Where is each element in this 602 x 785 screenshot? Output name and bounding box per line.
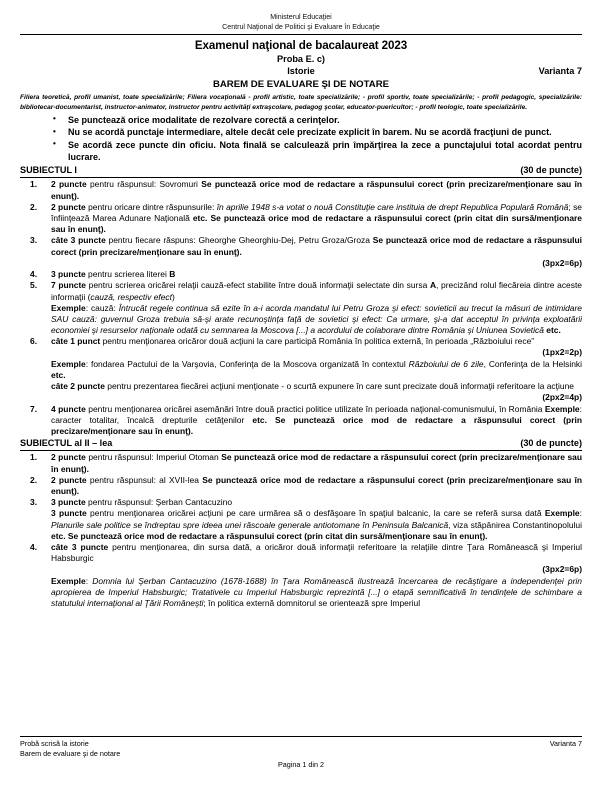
item-text: pentru răspunsul: Şerban Cantacuzino bbox=[85, 497, 233, 508]
footer-second-row bbox=[20, 749, 582, 759]
item-number: 3. bbox=[30, 497, 38, 508]
item-text: pentru menţionarea oricărei acţiuni pe care urmărea să o desfăşoare în spaţiul balcanic, la care se referă sursa dată bbox=[86, 508, 545, 519]
item-number: 7. bbox=[30, 403, 38, 414]
item-text: ; în politica externă domnitorul se orientează spre Imperiul bbox=[203, 598, 421, 609]
subject-name: Istorie bbox=[287, 66, 315, 77]
example-quote: sovieticii au trecut la măsuri de intimidare bbox=[424, 302, 582, 313]
barem-title: BAREM DE EVALUARE ŞI DE NOTARE bbox=[212, 78, 390, 90]
item-points-lead: 4 puncte bbox=[51, 403, 86, 414]
section-points: (30 de puncte) bbox=[520, 438, 582, 449]
item-text: pentru menţionarea oricărei asemănări între două practici politice utilizate în perioada naţional-comunismului, în România bbox=[85, 403, 545, 414]
ministry-line: Ministerul Educaţiei bbox=[270, 13, 332, 21]
item-body bbox=[51, 475, 582, 497]
section-title: SUBIECTUL al II – lea bbox=[20, 438, 113, 449]
subiectul-1-items bbox=[20, 179, 582, 437]
item-number: 4. bbox=[30, 541, 38, 552]
item-points-lead: 2 puncte bbox=[51, 179, 87, 190]
item-body bbox=[51, 452, 582, 474]
item-text: şi efect: bbox=[389, 302, 425, 313]
list-item bbox=[20, 202, 582, 236]
proba-label: Proba E. c) bbox=[277, 53, 325, 64]
list-item bbox=[20, 235, 582, 269]
masthead bbox=[20, 12, 582, 33]
section-header-subiectul-1 bbox=[20, 165, 582, 178]
item-body bbox=[51, 280, 582, 302]
example-quote: Întrucât regele continua să ezite în a-i acorda mandatul lui Petru Groza bbox=[118, 302, 390, 313]
source-letter: A bbox=[429, 280, 437, 291]
list-item bbox=[20, 269, 582, 280]
item-bold-note: etc. bbox=[51, 370, 66, 381]
item-body-secondary bbox=[51, 381, 582, 404]
item-text: şi efect: bbox=[348, 313, 387, 324]
item-example bbox=[51, 359, 582, 381]
item-number: 2. bbox=[30, 201, 38, 212]
footer-divider bbox=[20, 736, 582, 737]
page-footer bbox=[20, 736, 582, 771]
example-quote: Ca urmare, şi-a dat acceptul în privinţa exploatării economiei şi resurselor naţionale odată cu semnarea la Moscova [...] a acordului de colaborare dintre România şi Uniunea Sovietică bbox=[51, 313, 582, 336]
example-quote: guvernul Groza trebuia să-şi arate recunoştinţa faţă de sovietici bbox=[100, 313, 349, 324]
item-body bbox=[51, 336, 582, 359]
grading-rule: • Se punctează orice modalitate de rezolvare corectă a cerinţelor. bbox=[20, 115, 582, 127]
item-points-lead: 2 puncte bbox=[51, 474, 87, 485]
footer-page-number: Pagina 1 din 2 bbox=[278, 760, 324, 770]
item-bold-note: etc. Se punctează orice mod de redactare a răspunsului corect (prin citat din sursă/menţionare sau în enunţ). bbox=[51, 213, 582, 235]
item-example bbox=[51, 303, 582, 337]
example-label: Exemple bbox=[51, 575, 86, 586]
item-number: 4. bbox=[30, 269, 38, 280]
item-points-value: (1px2=2p) bbox=[542, 347, 582, 358]
example-label: Exemple bbox=[544, 508, 580, 519]
masthead-divider bbox=[20, 34, 582, 35]
item-points-lead: câte 3 puncte bbox=[51, 235, 106, 246]
item-points-value: (2px2=4p) bbox=[542, 392, 582, 403]
example-label: Exemple bbox=[51, 302, 86, 313]
item-points-value: (3px2=6p) bbox=[542, 257, 582, 268]
item-text: pentru scrierea oricărei relaţii cauză-efect stabilite între două informaţii selectate din sursa bbox=[86, 280, 430, 291]
item-number: 2. bbox=[30, 474, 38, 485]
item-example bbox=[51, 576, 582, 610]
list-item bbox=[20, 280, 582, 336]
item-text: ) bbox=[172, 291, 175, 302]
footer-exam-label: Probă scrisă la istorie bbox=[20, 739, 89, 749]
item-body bbox=[51, 202, 582, 236]
footer-variant: Varianta 7 bbox=[549, 739, 582, 749]
item-points-lead: câte 2 puncte bbox=[51, 381, 105, 392]
item-points-lead: 2 puncte bbox=[51, 452, 86, 463]
item-text: , Conferinţa de la Helsinki bbox=[483, 358, 582, 369]
item-points-lead: câte 1 punct bbox=[51, 336, 101, 347]
exam-title: Examenul naţional de bacalaureat 2023 bbox=[194, 38, 408, 52]
item-text: : fondarea Pactului de la Varşovia, Conferinţa de la Moscova organizată în contextul bbox=[85, 358, 409, 369]
item-body-secondary bbox=[51, 508, 582, 542]
list-item bbox=[20, 475, 582, 497]
item-text: pentru răspunsul: Sovromuri bbox=[86, 179, 202, 190]
variant-label: Varianta 7 bbox=[538, 66, 582, 77]
item-text: pentru oricare dintre răspunsurile: bbox=[85, 201, 217, 212]
example-quote: Planurile sale politice se îndreptau spre ideea unei răscoale generale antiotomane în Peninsula Balcanică bbox=[51, 519, 449, 530]
item-points-lead: 3 puncte bbox=[51, 508, 87, 519]
list-item bbox=[20, 542, 582, 609]
filiera-description: Filiera teoretică, profil umanist, toate specializările; Filiera vocaţională - profil artistic, toate specializările; - profil sportiv, toate specializările; - profil pedagogic, specializările: bibliotecar-documentarist, instructor-animator, instructor pentru activităţi extraşcolare, pedagog şcolar, educator-puericultor; - profil teologic, toate specializările. bbox=[20, 94, 582, 111]
grading-rules-list bbox=[20, 115, 582, 164]
item-bold-note: etc. Se punctează orice mod de redactare a răspunsului corect (prin citat din sursă/menţionare sau în enunţ). bbox=[51, 530, 488, 541]
list-item bbox=[20, 179, 582, 201]
example-quote: Domnia lui Şerban Cantacuzino (1678-1688) în Ţara Românească ilustrează încercarea de recâştigare a independenţei prin apropierea de Imperiul Habsburgic; Tratativele cu Imperiul Habsburgic reprezintă [...] o etapă semnificativă în tendinţele de schimbare a statutului internaţional al Ţării Româneşti bbox=[51, 575, 582, 609]
item-number: 5. bbox=[30, 280, 38, 291]
item-body bbox=[51, 179, 582, 201]
item-points-lead: 3 puncte bbox=[51, 497, 86, 508]
footer-top-row bbox=[20, 739, 582, 749]
subiectul-2-items bbox=[20, 452, 582, 609]
item-text: pentru răspunsul: Imperiul Otoman bbox=[85, 452, 222, 463]
item-text: : caracter totalitar, încalcă drepturile cetăţenilor bbox=[51, 403, 582, 426]
item-body bbox=[51, 404, 582, 438]
item-number: 6. bbox=[30, 336, 38, 347]
item-text: ; se înfiinţează Marea Adunare Naţională bbox=[51, 201, 582, 224]
item-text: , viza stăpânirea Constantinopolului bbox=[448, 519, 582, 530]
list-item bbox=[20, 404, 582, 438]
example-label: Exemple bbox=[544, 403, 580, 414]
item-text: SAU cauză: bbox=[51, 313, 101, 324]
item-text: pentru scrierea literei bbox=[85, 269, 170, 280]
item-text: : bbox=[579, 508, 582, 519]
item-body bbox=[51, 235, 582, 257]
item-bold-note: Se punctează orice mod de redactare a răspunsului corect (prin precizare/menţionare sau în enunţ). bbox=[51, 452, 582, 474]
item-text: pentru menţionarea oricăror două acţiuni la care participă România în politica externă, în perioada „Războiului rece” bbox=[100, 336, 535, 347]
subject-line bbox=[20, 65, 582, 77]
item-bold-note: B bbox=[169, 269, 176, 280]
item-bold-note: etc. bbox=[543, 325, 561, 336]
item-points-value: (3px2=6p) bbox=[542, 564, 582, 575]
item-text: pentru răspunsul: al XVII-lea bbox=[86, 474, 203, 485]
list-item bbox=[20, 336, 582, 404]
item-points-lead: 7 puncte bbox=[51, 280, 86, 291]
item-text: : cauză: bbox=[85, 302, 119, 313]
section-title: SUBIECTUL I bbox=[20, 165, 77, 176]
item-points-lead: câte 3 puncte bbox=[51, 541, 109, 552]
example-label: Exemple bbox=[51, 358, 86, 369]
grading-rule: • Nu se acordă punctaje intermediare, altele decât cele precizate explicit în barem. Nu se acordă fracţiuni de punct. bbox=[20, 127, 582, 139]
item-points-lead: 3 puncte bbox=[51, 269, 86, 280]
item-bold-note: Se punctează orice mod de redactare a răspunsului corect (prin precizare/menţionare sau în enunţ). bbox=[51, 235, 583, 257]
item-text: pentru fiecare răspuns: Gheorghe Gheorghiu-Dej, Petru Groza/Groza bbox=[105, 235, 373, 246]
item-bold-note: Se punctează orice mod de redactare a răspunsului corect (prin precizare/menţionare sau în enunţ). bbox=[51, 179, 582, 201]
item-text: pentru menţionarea, din sursa dată, a oricăror două informaţii referitoare la relaţiile dintre Ţara Românească şi Imperiul Habsburgic bbox=[51, 541, 582, 564]
item-points-lead: 2 puncte bbox=[51, 201, 86, 212]
item-bold-note: Se punctează orice mod de redactare a răspunsului corect (prin precizare/menţionare sau în enunţ). bbox=[51, 474, 582, 496]
item-quote: în aprilie 1948 s-a votat o nouă Constituţie care instituia de drept Republica Populară Română bbox=[216, 201, 569, 212]
item-number: 1. bbox=[30, 179, 38, 190]
example-quote: Războiului de 6 zile bbox=[408, 358, 484, 369]
item-text: pentru prezentarea fiecărei acţiuni menţionate - o scurtă expunere în care sunt precizate două informaţii referitoare la acţiune bbox=[104, 381, 574, 392]
section-header-subiectul-2 bbox=[20, 438, 582, 451]
footer-barem-label: Barem de evaluare şi de notare bbox=[20, 749, 121, 759]
item-number: 1. bbox=[30, 452, 38, 463]
grading-rule: • Se acordă zece puncte din oficiu. Nota finală se calculează prin împărţirea la zece a punctajului total acordat pentru lucrare. bbox=[20, 140, 582, 164]
section-points: (30 de puncte) bbox=[520, 165, 582, 176]
item-body bbox=[51, 269, 582, 280]
item-emphasis: cauză, respectiv efect bbox=[90, 291, 172, 302]
list-item bbox=[20, 497, 582, 542]
item-bold-note: etc. Se punctează orice mod de redactare a răspunsului corect (prin precizare/menţionare sau în enunţ). bbox=[51, 415, 582, 437]
item-number: 3. bbox=[30, 235, 38, 246]
item-text: , precizând rolul fiecăreia dintre aceste informaţii ( bbox=[51, 280, 582, 302]
evaluation-center-line: Centrul Naţional de Politici şi Evaluare în Educaţie bbox=[222, 23, 380, 32]
item-body bbox=[51, 497, 582, 508]
list-item bbox=[20, 452, 582, 474]
item-body bbox=[51, 542, 582, 576]
item-text: : bbox=[85, 575, 93, 586]
